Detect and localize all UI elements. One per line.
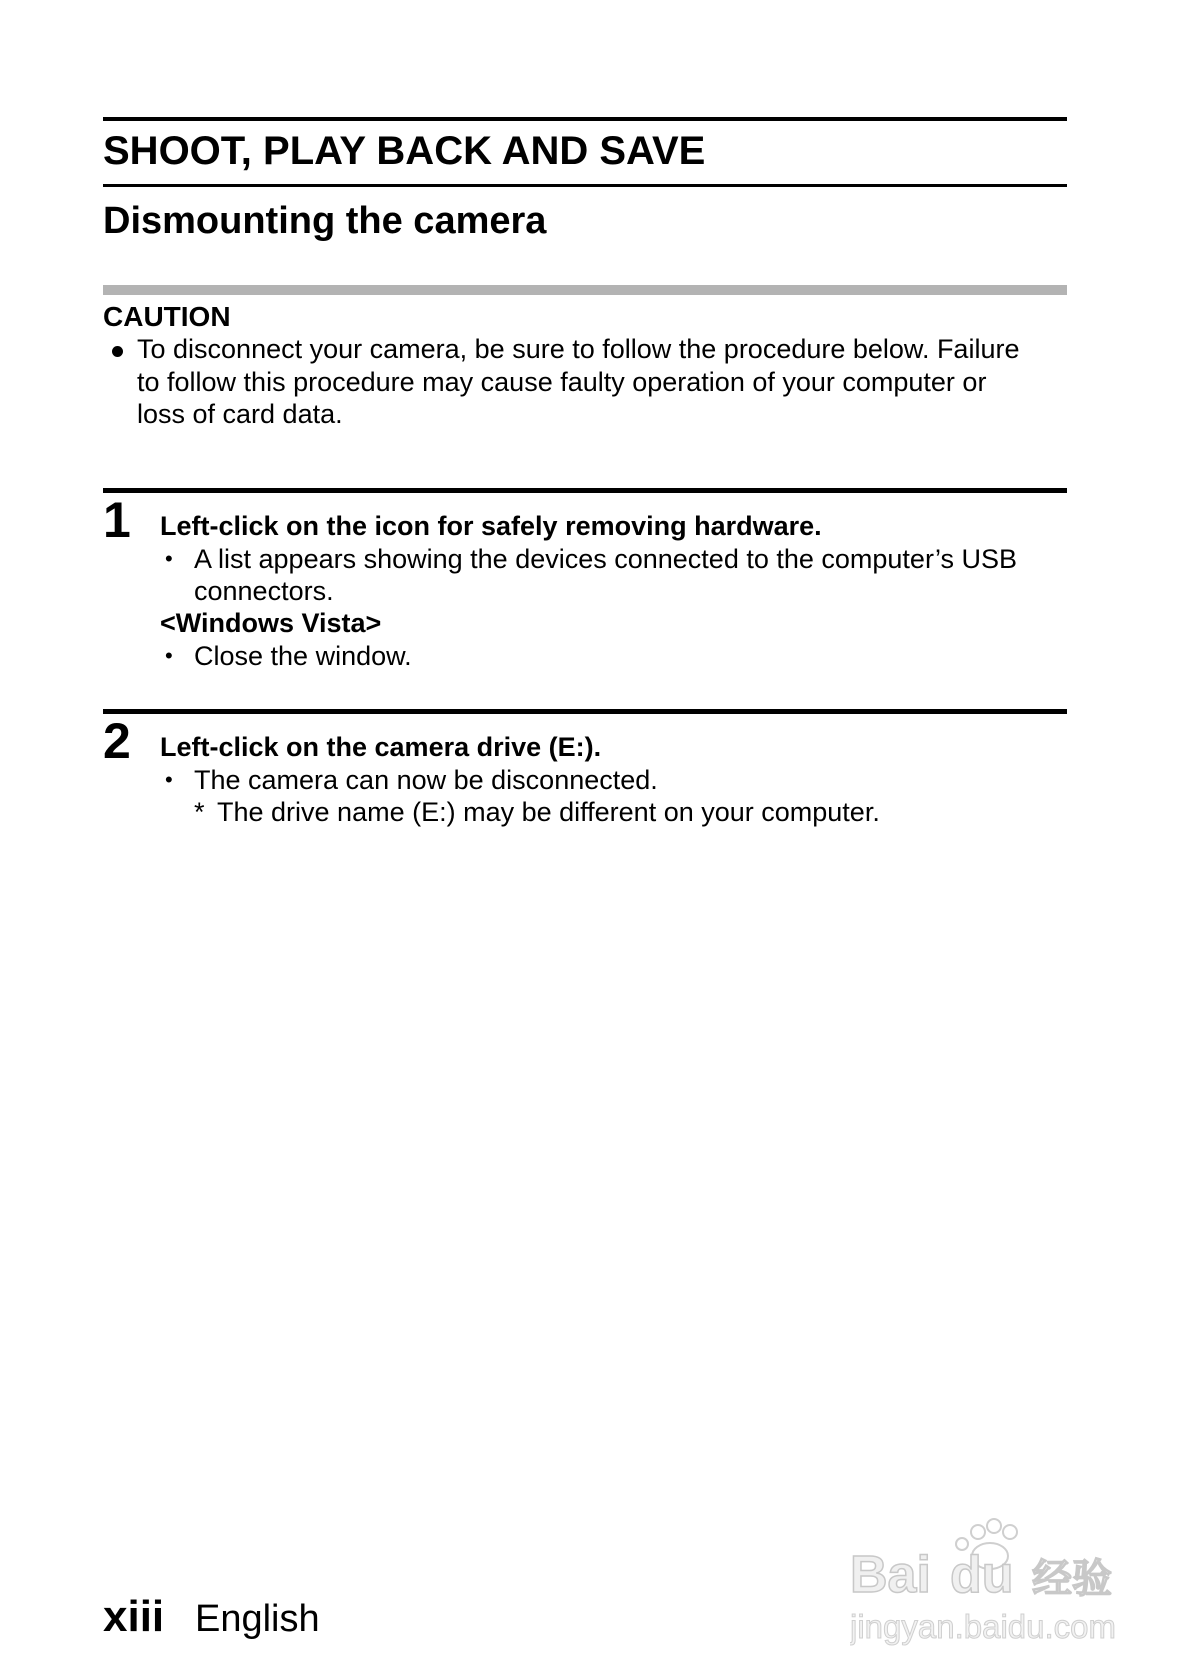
caution-line: loss of card data. — [137, 399, 343, 429]
step-1-subheading: <Windows Vista> — [160, 608, 382, 638]
caution-line: To disconnect your camera, be sure to follow the procedure below. Failure — [137, 334, 1020, 364]
section-title: SHOOT, PLAY BACK AND SAVE — [103, 129, 706, 173]
svg-text:jingyan.baidu.com: jingyan.baidu.com — [850, 1608, 1116, 1645]
footer-language: English — [195, 1598, 320, 1640]
caution-bullet-icon — [112, 346, 123, 357]
page-number: xiii — [103, 1592, 165, 1641]
step-2-bullet-text: The camera can now be disconnected. — [194, 765, 658, 795]
step-2-number: 2 — [103, 713, 131, 769]
step-1-bullet-icon: • — [165, 643, 173, 668]
step-1-bullet-text: A list appears showing the devices connected to the computer’s USB — [194, 544, 1017, 574]
step-1-rule — [103, 488, 1067, 493]
step-1-bullet-icon: • — [165, 546, 173, 571]
caution-line: to follow this procedure may cause faulty operation of your computer or — [137, 366, 987, 397]
title-rule — [103, 184, 1067, 187]
step-1-title: Left-click on the icon for safely removing hardware. — [160, 511, 822, 541]
step-2-rule — [103, 709, 1067, 714]
svg-text:经验: 经验 — [1032, 1556, 1112, 1602]
step-1-number: 1 — [103, 492, 131, 548]
caution-title: CAUTION — [103, 301, 231, 332]
svg-text:Bai: Bai — [850, 1546, 931, 1604]
step-1-bullet-text: connectors. — [194, 576, 334, 606]
baidu-watermark-logo — [850, 1510, 1130, 1650]
top-rule — [103, 117, 1067, 121]
step-2-note-text: The drive name (E:) may be different on your computer. — [217, 797, 880, 827]
step-1-bullet-text: Close the window. — [194, 641, 412, 671]
page-title: Dismounting the camera — [103, 200, 547, 242]
caution-divider — [103, 285, 1067, 295]
caution-text — [137, 333, 1067, 431]
step-2-bullet-icon: • — [165, 767, 173, 792]
step-2-note-asterisk: * — [194, 797, 205, 827]
svg-text:du: du — [950, 1546, 1014, 1604]
step-2-title: Left-click on the camera drive (E:). — [160, 732, 602, 762]
